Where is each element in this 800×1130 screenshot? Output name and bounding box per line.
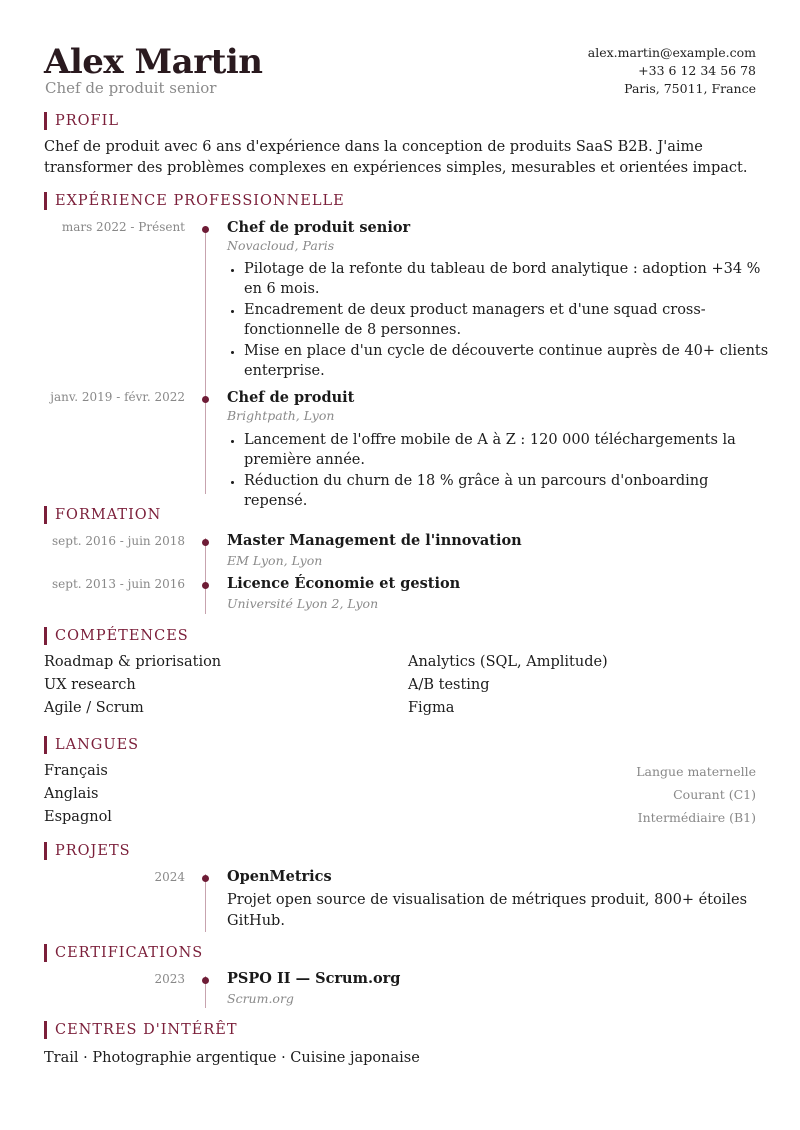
- skill-item: A/B testing: [408, 677, 490, 693]
- profile-summary: [44, 137, 756, 179]
- job-title: Chef de produit senior: [45, 79, 217, 97]
- skill-item: UX research: [44, 677, 136, 693]
- list-item: • Lancement de l'offre mobile de A à Z : 120 000 téléchargements la première année.: [244, 430, 774, 470]
- certification-date: 2023: [154, 972, 185, 986]
- language-level: Langue maternelle: [636, 764, 756, 779]
- skill-item: Roadmap & priorisation: [44, 654, 222, 670]
- formation-date: sept. 2013 - juin 2016: [52, 577, 185, 591]
- timeline-dot: [202, 582, 209, 589]
- projects-timeline: [205, 874, 206, 932]
- contact-block: [588, 44, 756, 98]
- experience-bullets: [227, 430, 774, 512]
- contact-phone[interactable]: +33 6 12 34 56 78: [638, 63, 756, 78]
- experience-bullets: [227, 259, 774, 382]
- timeline-dot: [202, 875, 209, 882]
- formation-title: Licence Économie et gestion: [227, 575, 461, 592]
- section-heading-experience: EXPÉRIENCE PROFESSIONNELLE: [44, 192, 345, 210]
- language-name: Français: [44, 763, 108, 779]
- experience-date: mars 2022 - Présent: [61, 220, 185, 234]
- experience-timeline: [205, 226, 206, 494]
- experience-org: Novacloud, Paris: [227, 238, 335, 253]
- formation-org: EM Lyon, Lyon: [227, 553, 323, 568]
- project-date: 2024: [154, 870, 185, 884]
- timeline-dot: [202, 396, 209, 403]
- section-heading-competences: COMPÉTENCES: [44, 627, 189, 645]
- profile-line: Chef de produit avec 6 ans d'expérience dans la conception de produits SaaS B2B. J'aime: [44, 139, 703, 155]
- experience-org: Brightpath, Lyon: [227, 408, 335, 423]
- skill-item: Analytics (SQL, Amplitude): [408, 654, 608, 670]
- section-heading-formation: FORMATION: [44, 506, 161, 524]
- person-name: Alex Martin: [44, 42, 263, 82]
- formation-timeline: [205, 538, 206, 614]
- timeline-dot: [202, 977, 209, 984]
- section-heading-langues: LANGUES: [44, 736, 139, 754]
- formation-title: Master Management de l'innovation: [227, 532, 522, 549]
- list-item: • Réduction du churn de 18 % grâce à un parcours d'onboarding repensé.: [244, 471, 774, 511]
- profile-line: transformer des problèmes complexes en expériences simples, mesurables et orientées impact.: [44, 160, 748, 176]
- timeline-dot: [202, 539, 209, 546]
- project-description: Projet open source de visualisation de métriques produit, 800+ étoiles GitHub.: [227, 892, 748, 929]
- section-heading-profil: PROFIL: [44, 112, 119, 130]
- list-item: • Encadrement de deux product managers et d'une squad cross-fonctionnelle de 8 personnes.: [244, 300, 774, 340]
- certification-org: Scrum.org: [227, 991, 294, 1006]
- experience-date: janv. 2019 - févr. 2022: [50, 390, 185, 404]
- list-item: • Mise en place d'un cycle de découverte continue auprès de 40+ clients enterprise.: [244, 341, 774, 381]
- skill-item: Figma: [408, 700, 455, 716]
- list-item: • Pilotage de la refonte du tableau de bord analytique : adoption +34 % en 6 mois.: [244, 259, 774, 299]
- experience-title: Chef de produit: [227, 389, 355, 406]
- section-heading-interets: CENTRES D'INTÉRÊT: [44, 1021, 238, 1039]
- interests-text: Trail · Photographie argentique · Cuisine japonaise: [44, 1050, 420, 1066]
- project-title: OpenMetrics: [227, 868, 332, 885]
- formation-org: Université Lyon 2, Lyon: [227, 596, 379, 611]
- experience-title: Chef de produit senior: [227, 219, 411, 236]
- contact-email[interactable]: alex.martin@example.com: [587, 45, 756, 60]
- timeline-dot: [202, 226, 209, 233]
- section-heading-certifications: CERTIFICATIONS: [44, 944, 203, 962]
- language-level: Intermédiaire (B1): [637, 810, 756, 825]
- contact-location: Paris, 75011, France: [624, 81, 756, 96]
- certification-title: PSPO II — Scrum.org: [227, 970, 401, 987]
- formation-date: sept. 2016 - juin 2018: [52, 534, 185, 548]
- skill-item: Agile / Scrum: [44, 700, 144, 716]
- language-name: Anglais: [44, 786, 99, 802]
- language-name: Espagnol: [44, 809, 112, 825]
- language-level: Courant (C1): [673, 787, 756, 802]
- section-heading-projets: PROJETS: [44, 842, 131, 860]
